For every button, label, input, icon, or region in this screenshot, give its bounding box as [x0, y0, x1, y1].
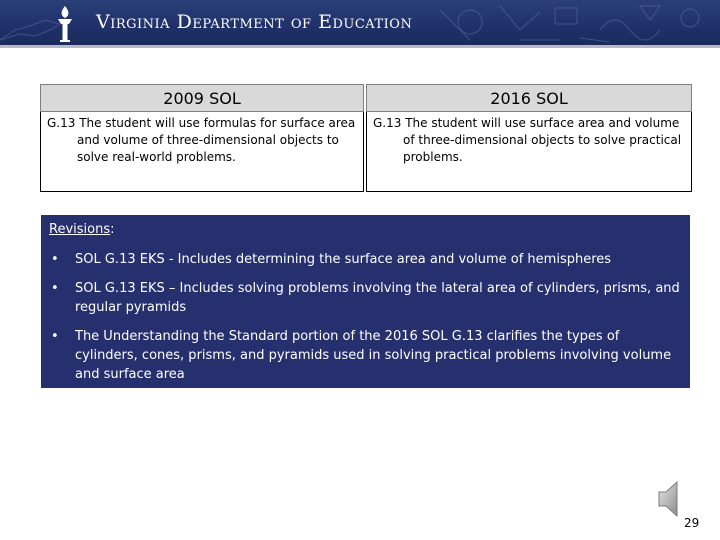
header-banner — [0, 0, 720, 48]
text-2009-standard: G.13 The student will use formulas for surface area and volume of three-dimensional objects to solve real-world problems. — [47, 116, 356, 164]
cell-2016-standard — [367, 112, 692, 192]
revision-text: The Understanding the Standard portion of the 2016 SOL G.13 clarifies the types of cylinders, cones, prisms, and pyramids used in solving practical problems involving volume and surface area — [75, 329, 672, 382]
revisions-heading-label: Revisions — [49, 222, 111, 237]
bullet: • — [51, 281, 59, 296]
revisions-heading — [49, 221, 680, 239]
col-heading-2016: 2016 SOL — [367, 85, 692, 112]
revisions-list — [49, 250, 680, 384]
revision-text: SOL G.13 EKS - Includes determining the surface area and volume of hemispheres — [75, 252, 612, 267]
table-row — [41, 112, 692, 192]
cell-2009-standard — [41, 112, 364, 192]
revision-text: SOL G.13 EKS – Includes solving problems involving the lateral area of cylinders, prisms, and regular pyramids — [75, 281, 680, 315]
text-2016-standard: G.13 The student will use surface area and volume of three-dimensional objects to solve practical problems. — [373, 116, 682, 164]
speaker-icon[interactable] — [657, 478, 687, 520]
bullet: • — [51, 252, 59, 267]
table-header-row — [41, 85, 692, 112]
header-title: Virginia Department of Education — [96, 11, 413, 33]
torch-logo-icon — [50, 4, 80, 44]
revisions-heading-colon: : — [110, 222, 115, 237]
page-number: 29 — [684, 516, 700, 530]
sol-comparison-table — [40, 84, 692, 192]
header-accent-line — [0, 45, 720, 48]
bullet: • — [51, 329, 59, 344]
revisions-panel — [41, 215, 690, 388]
list-item — [49, 279, 680, 317]
list-item — [49, 327, 680, 384]
list-item — [49, 250, 680, 269]
col-heading-2009: 2009 SOL — [41, 85, 364, 112]
